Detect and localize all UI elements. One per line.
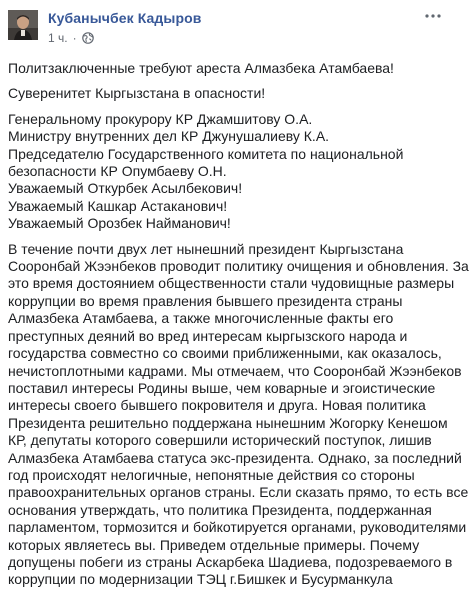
avatar-photo-icon [8, 10, 38, 40]
body-line: парламентом, тормозится и бойкотируется органами, руководителями [8, 519, 467, 536]
body-line: преступных деяний во вред интересам кыргызского народа и [8, 327, 408, 344]
author-name-link[interactable]: Кубанычбек Кадыров [48, 10, 202, 26]
addressee-line: Министру внутренних дел КР Джунушалиеву К.А. [8, 128, 330, 145]
body-line: государства совместно со своими приближенными, как оказалось, [8, 345, 442, 362]
body-line: год происходят нелогичные, непонятные действия со стороны [8, 466, 415, 483]
body-line: коррупции во время правления бывшего президента страны [8, 292, 403, 309]
body-line: коррупции по модернизации ТЭЦ г.Бишкек и Бусурманкула [8, 571, 393, 588]
addressee-line: Уважаемый Кашкар Астаканович! [8, 197, 228, 214]
body-line: поставил интересы Родины выше, чем коварные и эгоистические [8, 379, 436, 396]
body-line: Алмазбека Атамбаева статуса экс-президента. Однако, за последний [8, 449, 462, 466]
body-line: правоохранительных органов страны. Если сказать прямо, то есть все [8, 484, 469, 501]
post-body-paragraph [8, 240, 469, 589]
author-avatar[interactable] [8, 10, 38, 40]
addressee-line: безопасности КР Опумбаеву О.Н. [8, 163, 227, 180]
addressee-line: Генеральному прокурору КР Джамшитову О.А. [8, 110, 313, 127]
globe-icon[interactable] [82, 32, 94, 44]
post-subheadline: Суверенитет Кыргызстана в опасности! [8, 85, 266, 102]
post-headline: Политзаключенные требуют ареста Алмазбека Атамбаева! [8, 60, 394, 76]
body-line: Алмазбека Атамбаева, а также многочисленные факты его [8, 310, 394, 327]
post-meta [48, 30, 94, 46]
body-line: это время достоянием общественности стали чудовищные размеры [8, 275, 455, 292]
ellipsis-icon [425, 14, 441, 18]
meta-separator: · [72, 31, 77, 45]
addressee-line: Уважаемый Орозбек Найманович! [8, 215, 231, 232]
body-line: В течение почти двух лет нынешний президент Кыргызстана [8, 240, 404, 257]
post-options-button[interactable] [423, 8, 443, 24]
body-line: Президента решительно поддержана нынешним Жогорку Кенешом [8, 414, 448, 431]
body-line: которых являетесь вы. Приведем отдельные примеры. Почему [8, 536, 420, 553]
body-line: Сооронбай Жээнбеков проводит политику очищения и обновления. За [8, 258, 469, 275]
addressee-block [8, 111, 438, 233]
body-line: нечистоплотными кадрами. Мы отмечаем, что Сооронбай Жээнбеков [8, 362, 462, 379]
addressee-line: Председателю Государственного комитета по национальной [8, 145, 404, 162]
post-text [8, 60, 469, 597]
post-timestamp[interactable]: 1 ч. [48, 31, 68, 45]
body-line: допущены побеги из страны Аскарбека Шадиева, подозреваемого в [8, 553, 453, 570]
body-line: основания утверждать, что политика Президента, поддержанная [8, 501, 432, 518]
post-header [0, 0, 451, 52]
body-line: интересы своего бывшего покровителя и друга. Новая политика [8, 397, 426, 414]
body-line: КР, депутаты которого совершили исторический поступок, лишив [8, 432, 432, 449]
addressee-line: Уважаемый Откурбек Асылбекович! [8, 180, 243, 197]
